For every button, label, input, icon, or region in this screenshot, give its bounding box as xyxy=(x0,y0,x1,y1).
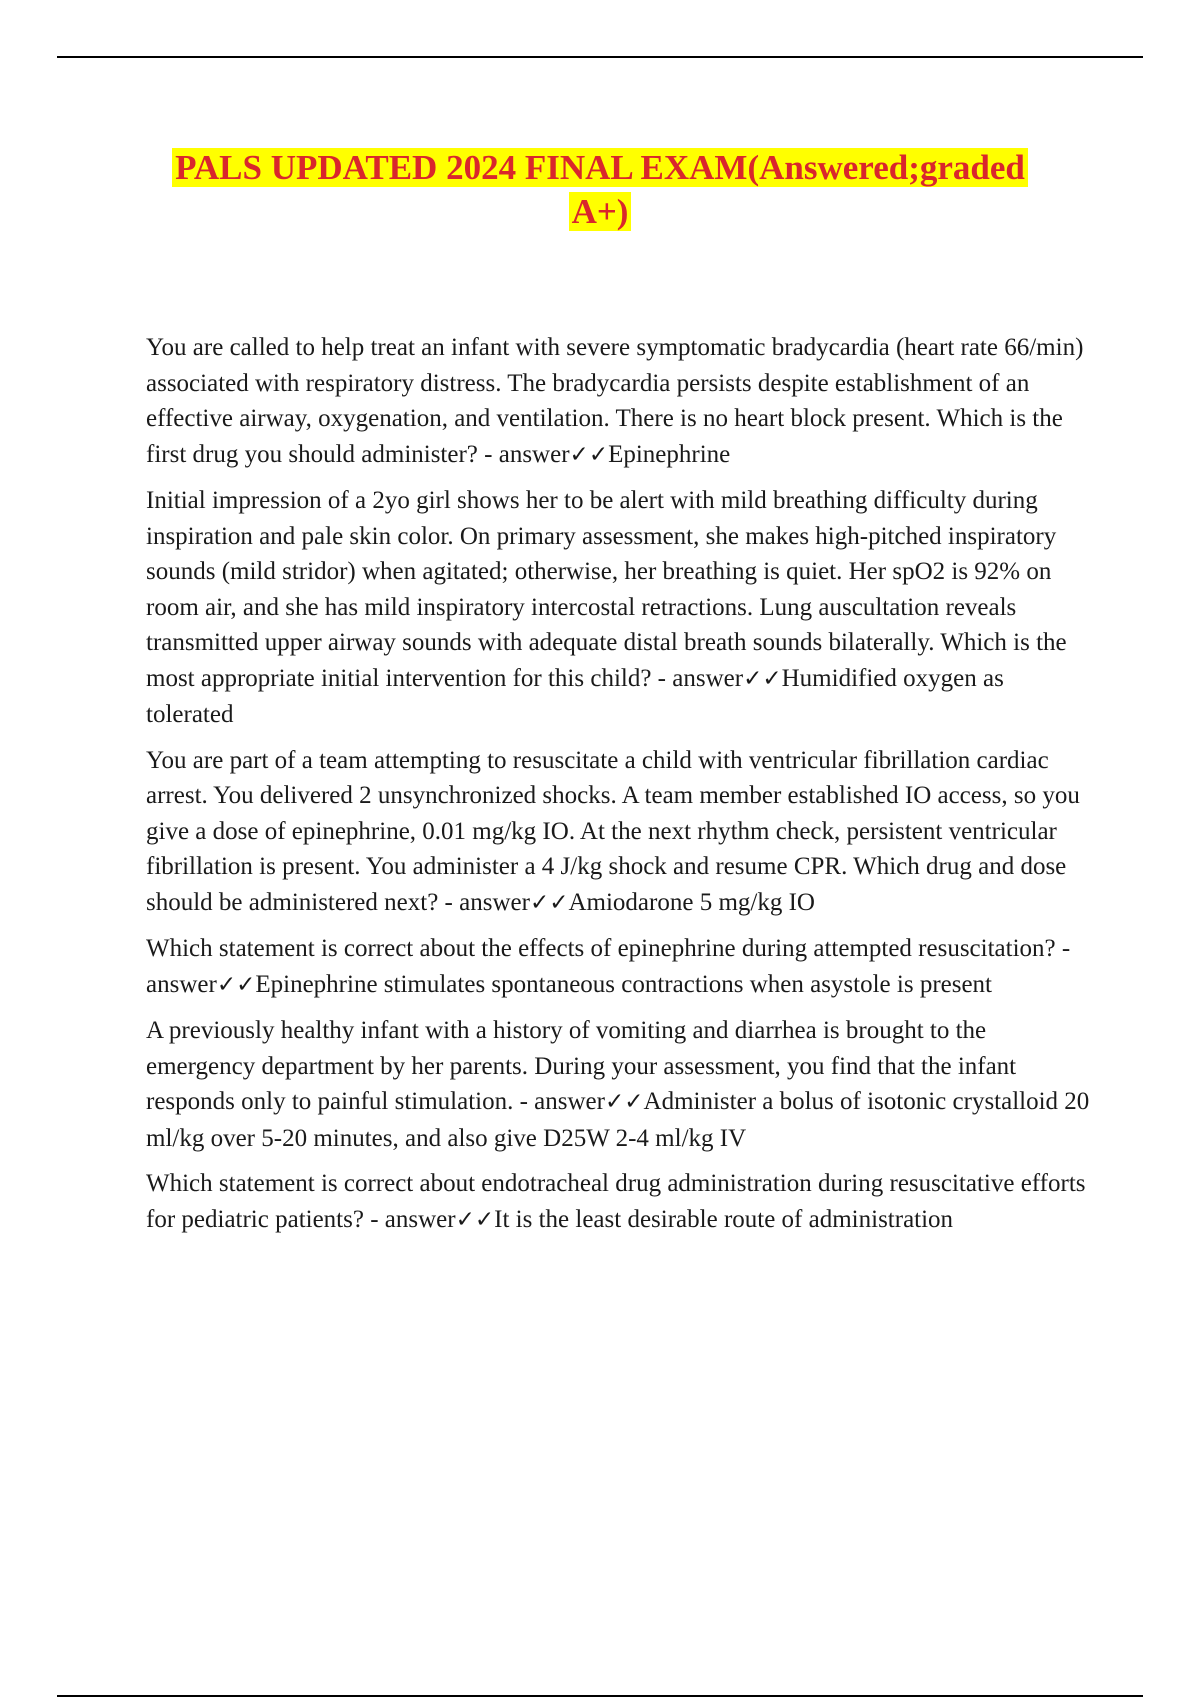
question-text: Initial impression of a 2yo girl shows her to be alert with mild breathing difficulty during inspiration and pale skin color. On primary assessment, she makes high-pitched inspiratory sounds (mild stridor) when agitated; otherwise, her breathing is quiet. Her spO2 is 92% on room air, and she has mild inspiratory intercostal retractions. Lung auscultation reveals transmitted upper airway sounds with adequate distal breath sounds bilaterally. Which is the most appropriate initial intervention for this child? - xyxy=(146,487,1067,692)
qa-item-4 xyxy=(146,931,1096,1003)
answer-label: answer xyxy=(498,440,570,468)
question-text: A previously healthy infant with a history of vomiting and diarrhea is brought to the emergency department by her parents. During your assessment, you find that the infant responds only to painful stimulation. - xyxy=(146,1017,1017,1115)
answer-label: answer xyxy=(534,1088,605,1115)
double-check-icon: ✓✓ xyxy=(216,971,256,998)
double-check-icon: ✓✓ xyxy=(455,1206,495,1233)
answer-text: Amiodarone 5 mg/kg IO xyxy=(568,888,815,916)
title-block xyxy=(150,146,1050,234)
answer-text: It is the least desirable route of administration xyxy=(494,1205,954,1233)
answer-label: answer xyxy=(146,970,217,998)
page-bottom-rule xyxy=(57,1695,1143,1697)
double-check-icon: ✓✓ xyxy=(604,1089,644,1115)
qa-item-2 xyxy=(146,483,1096,733)
answer-label: answer xyxy=(672,664,744,692)
question-text: Which statement is correct about the effects of epinephrine during attempted resuscitation? - xyxy=(146,935,1071,962)
qa-item-3 xyxy=(146,743,1096,922)
double-check-icon: ✓✓ xyxy=(529,889,569,916)
answer-text: Epinephrine xyxy=(608,440,731,468)
answer-text: Administer a bolus of isotonic crystalloid 20 ml/kg over 5-20 minutes, and also give D25W 2-4 ml/kg IV xyxy=(146,1088,1090,1152)
qa-item-6 xyxy=(146,1166,1096,1238)
question-text: Which statement is correct about endotracheal drug administration during resuscitative efforts for pediatric patients? - xyxy=(146,1170,1086,1233)
answer-text: Humidified oxygen as tolerated xyxy=(146,664,1004,728)
question-text: You are part of a team attempting to resuscitate a child with ventricular fibrillation cardiac arrest. You delivered 2 unsynchronized shocks. A team member established IO access, so you give a dose of epinephrine, 0.01 mg/kg IO. At the next rhythm check, persistent ventricular fibrillation is present. You administer a 4 J/kg shock and resume CPR. Which drug and dose should be administered next? - xyxy=(146,746,1080,916)
answer-label: answer xyxy=(459,888,530,916)
qa-item-1 xyxy=(146,330,1096,473)
page-top-rule xyxy=(57,56,1143,58)
qa-item-5 xyxy=(146,1013,1096,1156)
question-text: You are called to help treat an infant with severe symptomatic bradycardia (heart rate 66/min) associated with respiratory distress. The bradycardia persists despite establishment of an effective airway, oxygenation, and ventilation. There is no heart block present. Which is the first drug you should administer? - xyxy=(146,334,1084,468)
double-check-icon: ✓✓ xyxy=(743,665,782,692)
answer-text: Epinephrine stimulates spontaneous contractions when asystole is present xyxy=(255,970,993,998)
document-title: PALS UPDATED 2024 FINAL EXAM(Answered;graded A+) xyxy=(172,148,1028,231)
answer-label: answer xyxy=(384,1205,456,1233)
qa-list xyxy=(146,330,1096,1248)
double-check-icon: ✓✓ xyxy=(569,441,609,468)
